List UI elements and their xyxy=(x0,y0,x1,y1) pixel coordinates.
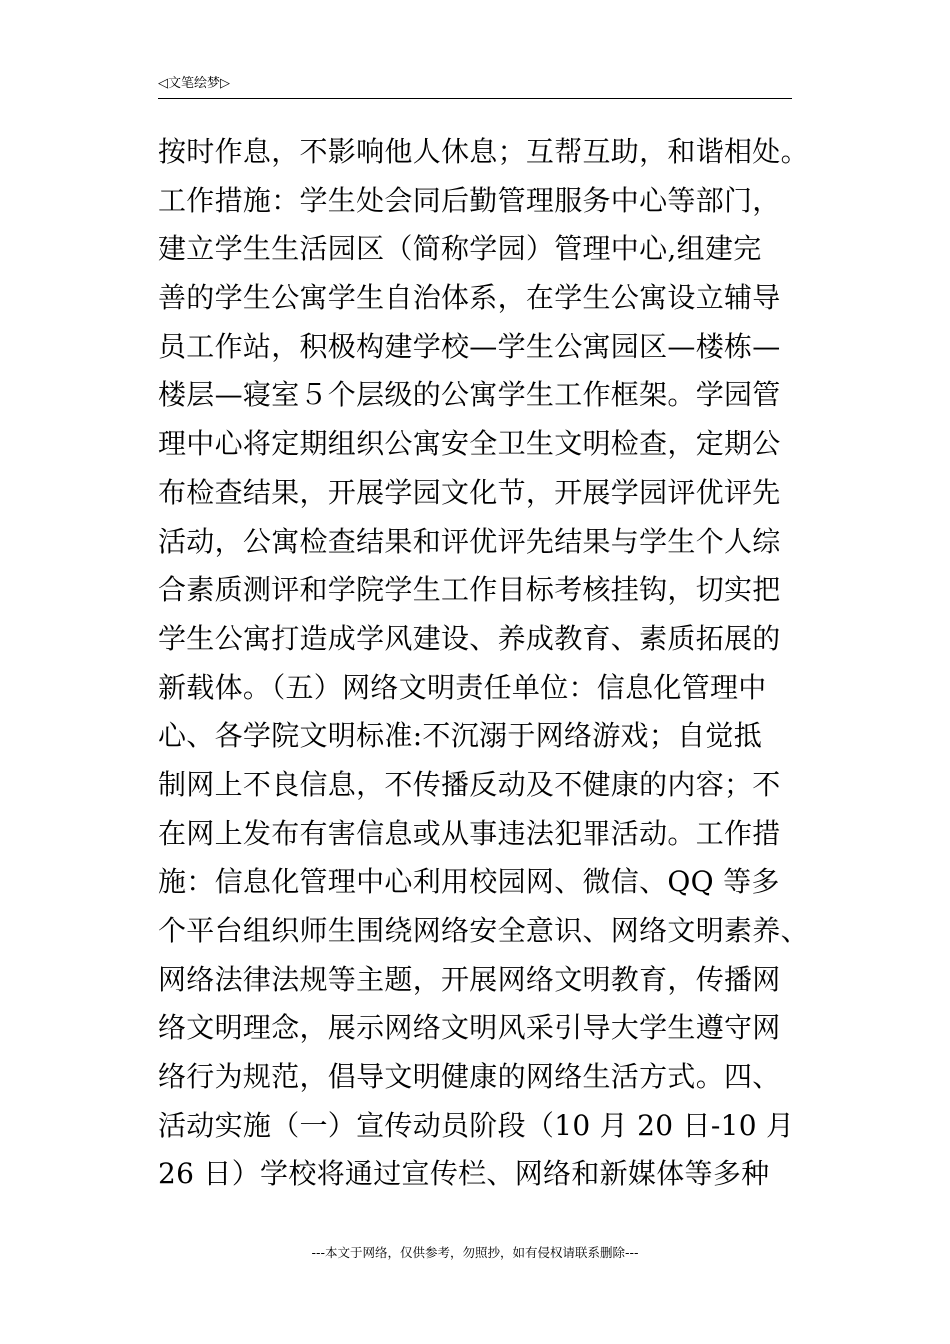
text-line: 合素质测评和学院学生工作目标考核挂钩，切实把 xyxy=(158,573,781,607)
text-line: 在网上发布有害信息或从事违法犯罪活动。工作措 xyxy=(158,816,781,850)
text-line: 活动实施（一）宣传动员阶段（10 月 20 日-10 月 xyxy=(158,1108,795,1142)
text-line: 个平台组织师生围绕网络安全意识、网络文明素养、 xyxy=(158,914,809,947)
text-line: 学生公寓打造成学风建设、养成教育、素质拓展的 xyxy=(158,621,781,655)
text-line: 网络法律法规等主题，开展网络文明教育，传播网 xyxy=(158,962,781,996)
text-line: 络行为规范，倡导文明健康的网络生活方式。四、 xyxy=(158,1060,781,1094)
page-footer-notice: ---本文于网络，仅供参考，勿照抄，如有侵权请联系删除--- xyxy=(311,1245,639,1260)
text-line: 善的学生公寓学生自治体系，在学生公寓设立辅导 xyxy=(158,281,781,315)
header-brand: ◁文笔绘梦▷ xyxy=(158,76,230,91)
document-body xyxy=(158,128,818,1199)
text-line: 心、各学院文明标准:不沉溺于网络游戏；自觉抵 xyxy=(158,719,763,753)
text-line: 施：信息化管理中心利用校园网、微信、QQ 等多 xyxy=(158,865,780,899)
text-line: 络文明理念，展示网络文明风采引导大学生遵守网 xyxy=(158,1011,781,1045)
text-line: 26 日）学校将通过宣传栏、网络和新媒体等多种 xyxy=(158,1157,770,1191)
text-line: 建立学生生活园区（简称学园）管理中心,组建完 xyxy=(158,232,762,266)
text-line: 布检查结果，开展学园文化节，开展学园评优评先 xyxy=(158,475,781,509)
text-line: 工作措施：学生处会同后勤管理服务中心等部门， xyxy=(158,183,781,217)
page-header xyxy=(158,72,792,99)
text-line: 活动，公寓检查结果和评优评先结果与学生个人综 xyxy=(158,524,781,558)
text-line: 员工作站，积极构建学校—学生公寓园区—楼栋— xyxy=(158,329,781,363)
text-line: 按时作息，不影响他人休息；互帮互助，和谐相处。 xyxy=(158,135,809,168)
text-line: 新载体。（五）网络文明责任单位：信息化管理中 xyxy=(158,670,767,704)
text-line: 理中心将定期组织公寓安全卫生文明检查，定期公 xyxy=(158,427,781,461)
text-line: 楼层—寝室５个层级的公寓学生工作框架。学园管 xyxy=(158,378,781,412)
text-line: 制网上不良信息，不传播反动及不健康的内容；不 xyxy=(158,767,781,801)
